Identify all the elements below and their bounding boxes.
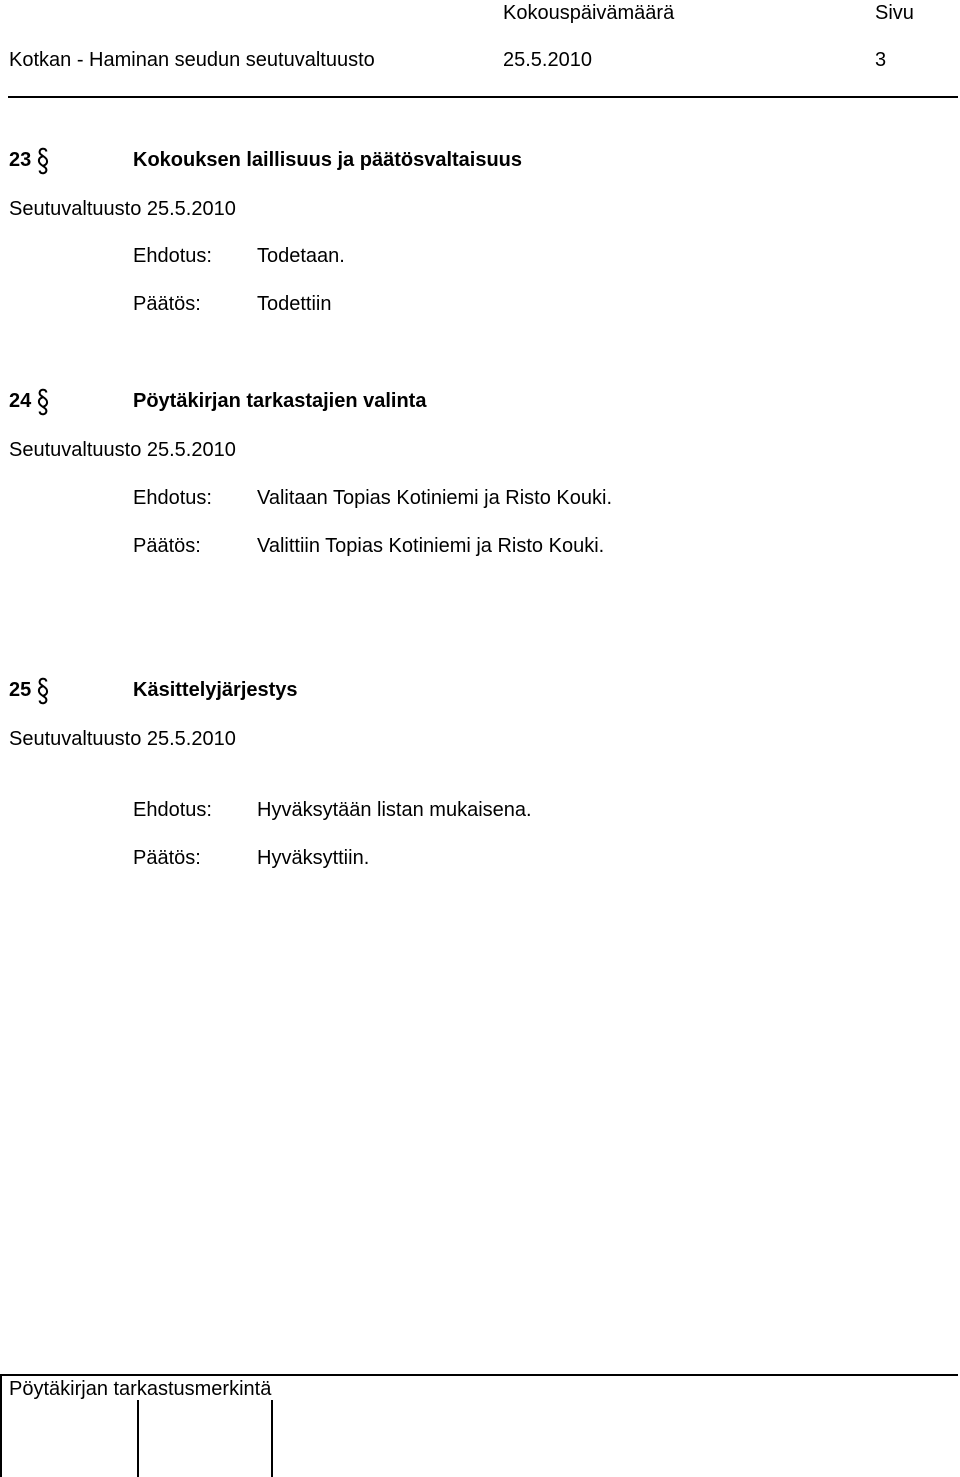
section-number: 23 bbox=[9, 149, 32, 171]
footer-label: Pöytäkirjan tarkastusmerkintä bbox=[9, 1378, 272, 1400]
body-line: Seutuvaltuusto 25.5.2010 bbox=[9, 439, 236, 461]
footer-top-line bbox=[0, 1374, 958, 1376]
header-divider bbox=[8, 96, 958, 98]
decision-text: Todettiin bbox=[257, 293, 332, 315]
page-column-label: Sivu bbox=[875, 2, 914, 24]
section-sign-icon bbox=[36, 147, 50, 175]
page-number: 3 bbox=[875, 49, 887, 71]
section-sign-icon bbox=[36, 388, 50, 416]
section-title: Käsittelyjärjestys bbox=[133, 679, 298, 701]
organization-name: Kotkan - Haminan seudun seutuvaltuusto bbox=[9, 49, 375, 71]
section-number: 24 bbox=[9, 390, 32, 412]
meeting-date: 25.5.2010 bbox=[503, 49, 592, 71]
body-line: Seutuvaltuusto 25.5.2010 bbox=[9, 198, 236, 220]
proposal-text: Todetaan. bbox=[257, 245, 345, 267]
section-title: Kokouksen laillisuus ja päätösvaltaisuus bbox=[133, 149, 523, 171]
body-line: Seutuvaltuusto 25.5.2010 bbox=[9, 728, 236, 750]
signature-box-divider bbox=[137, 1400, 139, 1477]
decision-label: Päätös: bbox=[133, 293, 201, 315]
section-number: 25 bbox=[9, 679, 32, 701]
section-title: Pöytäkirjan tarkastajien valinta bbox=[133, 390, 427, 412]
footer-box-left-border bbox=[0, 1374, 2, 1477]
decision-label: Päätös: bbox=[133, 535, 201, 557]
proposal-text: Hyväksytään listan mukaisena. bbox=[257, 799, 532, 821]
date-column-label: Kokouspäivämäärä bbox=[503, 2, 675, 24]
decision-text: Valittiin Topias Kotiniemi ja Risto Kouki. bbox=[257, 535, 605, 557]
decision-label: Päätös: bbox=[133, 847, 201, 869]
section-sign-icon bbox=[36, 677, 50, 705]
decision-text: Hyväksyttiin. bbox=[257, 847, 370, 869]
proposal-text: Valitaan Topias Kotiniemi ja Risto Kouki. bbox=[257, 487, 612, 509]
proposal-label: Ehdotus: bbox=[133, 487, 212, 509]
proposal-label: Ehdotus: bbox=[133, 245, 212, 267]
signature-box-divider bbox=[271, 1400, 273, 1477]
proposal-label: Ehdotus: bbox=[133, 799, 212, 821]
